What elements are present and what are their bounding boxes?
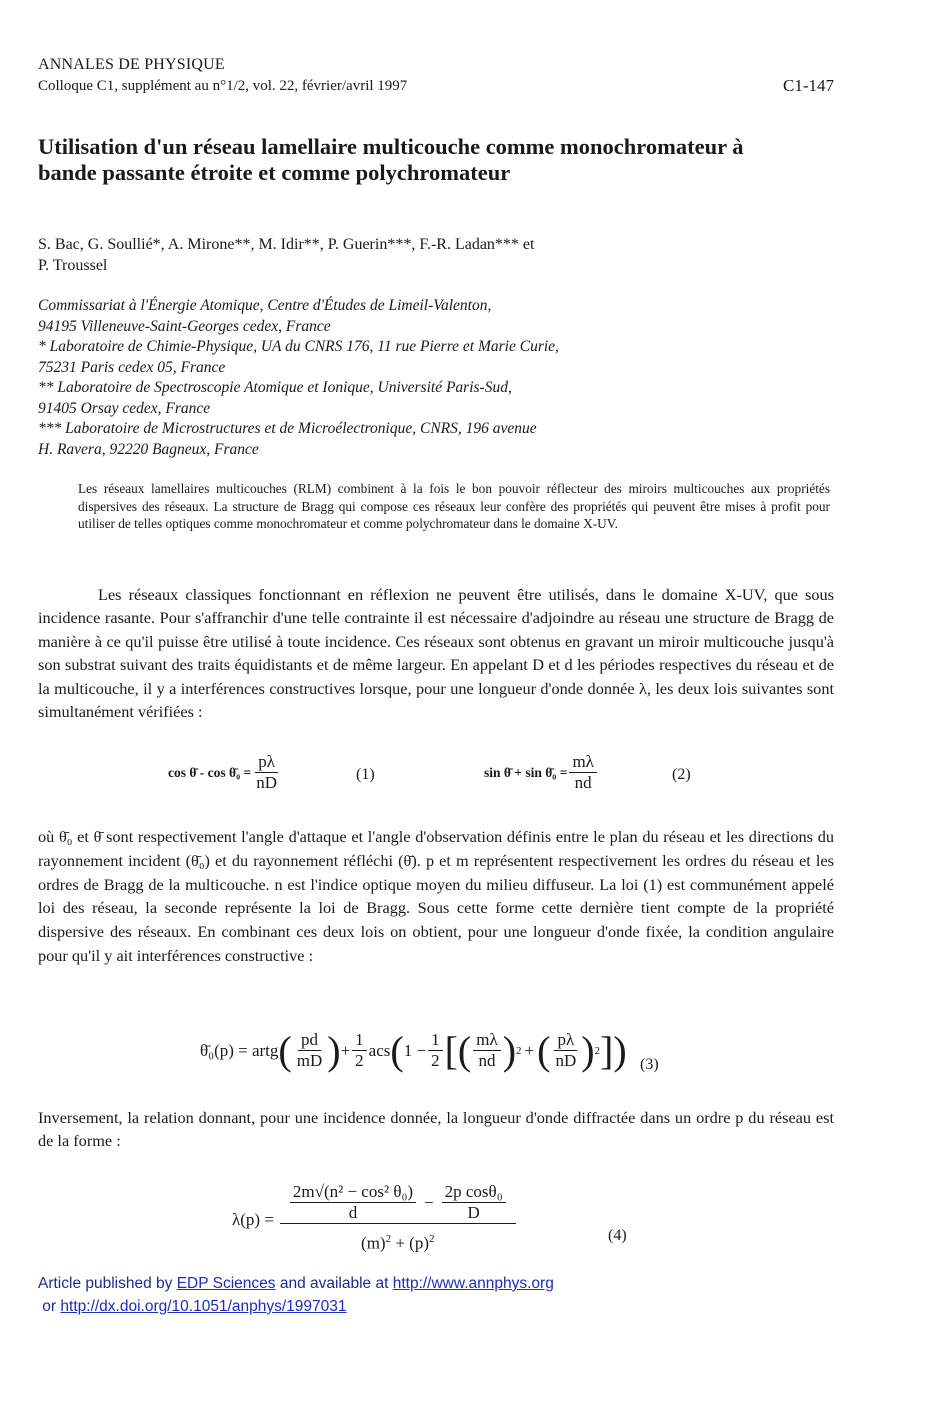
eq1-fraction [253, 752, 280, 793]
eq3-f2-denominator: nd [478, 1051, 496, 1070]
eq3-half-2 [428, 1030, 443, 1071]
equation-1 [168, 752, 282, 793]
bracket-close: ] [600, 1027, 614, 1073]
eq4-term-a-num: 2m√(n² − cos² θ₀) [290, 1182, 416, 1203]
footer-line-2 [38, 1298, 347, 1316]
exponent: 2 [516, 1044, 522, 1057]
paper-title: Utilisation d'un réseau lamellaire multicouche comme monochromateur à bande passante étroite et comme polychromateur [38, 134, 744, 185]
eq2-numerator: mλ [569, 752, 596, 773]
eq4-term-b [442, 1182, 506, 1223]
colloque-info: Colloque C1, supplément au n°1/2, vol. 22, février/avril 1997 [38, 78, 408, 94]
eq3-half [352, 1030, 367, 1071]
eq4-lhs: λ(p) = [232, 1210, 274, 1230]
eq3-f2-numerator: mλ [473, 1030, 500, 1051]
edp-sciences-link[interactable]: EDP Sciences [176, 1275, 276, 1292]
eq2-denominator: nd [574, 773, 592, 792]
eq1-denominator: nD [256, 773, 277, 792]
eq3-one-minus: 1 − [403, 1040, 427, 1060]
eq3-plus: + [340, 1040, 351, 1060]
eq3-half2-numerator: 1 [428, 1030, 443, 1051]
affiliation-line: ** Laboratoire de Spectroscopie Atomique et Ionique, Université Paris-Sud, [38, 379, 512, 396]
exponent: 2 [594, 1044, 601, 1057]
eq4-minus: − [424, 1192, 434, 1212]
paren-close: ) [327, 1027, 341, 1073]
affiliation-line: H. Ravera, 92220 Bagneux, France [38, 440, 259, 458]
author-list [38, 234, 798, 276]
affiliation-line: 94195 Villeneuve-Saint-Georges cedex, France [38, 317, 331, 335]
equation-3 [200, 1027, 627, 1073]
footer-line-1 [38, 1275, 554, 1293]
affiliation-line: 91405 Orsay cedex, France [38, 399, 211, 417]
eq3-half-denominator: 2 [355, 1051, 364, 1070]
affiliation-line: * Laboratoire de Chimie-Physique, UA du CNRS 176, 11 rue Pierre et Marie Curie, [38, 338, 559, 355]
authors-line-1: S. Bac, G. Soullié*, A. Mirone**, M. Idir**, P. Guerin***, F.-R. Ladan*** et [38, 236, 535, 253]
journal-name: ANNALES DE PHYSIQUE [38, 56, 225, 73]
eq4-denominator: $(m)^2 + (p)^2$ [361, 1233, 435, 1253]
paren-close: ) [502, 1027, 517, 1073]
page-number: C1-147 [783, 76, 834, 95]
eq4-bottom-m: m [366, 1233, 380, 1253]
eq3-fraction-2 [473, 1030, 500, 1071]
paragraph-definitions: où θ̄₀ et θ̄ sont respectivement l'angle d'attaque et l'angle d'observation définis entre le plan du réseau et les directions du rayonnement incident (θ̄₀) et du rayonnement réfléchi (θ̄). p et m représentent respectivement les ordres du réseau et les ordres de Bragg de la multicouche. n est l'indice optique moyen du milieu diffuseur. La loi (1) est communément appelé loi des réseau, la seconde représente la loi de Bragg. Sous cette forme cette dernière tient compte de la propriété dispersive des réseaux. En combinant ces deux lois on obtient, pour une longueur d'onde fixée, la condition angulaire pour qu'il y ait interférences constructive : [38, 827, 834, 965]
abstract: Les réseaux lamellaires multicouches (RLM) combinent à la fois le bon pouvoir réflecteur des miroirs multicouches aux propriétés dispersives des réseaux. La structure de Bragg qui compose ces réseaux leur confère des propriétés qui peuvent être mises à profit pour utiliser de telles optiques comme monochromateur et comme polychromateur dans le domaine X-UV. [78, 481, 830, 532]
eq2-lhs: sin θ̄ + sin θ̄₀ = [484, 764, 568, 780]
paren-close: ) [613, 1027, 627, 1073]
eq3-half-numerator: 1 [352, 1030, 367, 1051]
eq3-fraction-1 [294, 1030, 326, 1071]
eq1-numerator: pλ [255, 752, 278, 773]
eq4-term-a-den: d [348, 1203, 358, 1222]
eq3-f3-numerator: pλ [554, 1030, 577, 1051]
eq4-main-fraction [280, 1182, 516, 1259]
affiliations [38, 296, 838, 460]
doi-link[interactable]: http://dx.doi.org/10.1051/anphys/1997031 [60, 1298, 347, 1315]
paren-open: ( [537, 1027, 551, 1073]
equation-2-label: (2) [672, 766, 691, 783]
eq3-f1-numerator: pd [298, 1030, 321, 1051]
paren-open: ( [457, 1027, 472, 1073]
equation-4 [232, 1182, 518, 1259]
equation-2 [484, 752, 599, 793]
bracket-open: [ [444, 1027, 458, 1073]
eq3-acs: acs [368, 1040, 391, 1060]
eq3-f3-denominator: nD [555, 1051, 577, 1070]
paren-open: ( [390, 1027, 404, 1073]
eq4-term-b-den: D [467, 1203, 480, 1222]
eq3-half2-denominator: 2 [431, 1051, 440, 1070]
affiliation-line: *** Laboratoire de Microstructures et de Microélectronique, CNRS, 196 avenue [38, 420, 537, 437]
paragraph-intro: Les réseaux classiques fonctionnant en réflexion ne peuvent être utilisés, dans le domaine X-UV, que sous incidence rasante. Pour s'affranchir d'une telle contrainte il est nécessaire d'adjoindre au réseau une structure de Bragg de manière à ce qu'il puisse être utilisé à toute incidence. Ces réseaux sont obtenus en gravant un miroir multicouche jusqu'à son substrat suivant des traits équidistants et de même largeur. En appelant D et d les périodes respectives du réseau et de la multicouche, il y a interférences constructives lorsque, pour une longueur d'onde donnée λ, les deux lois suivantes sont simultanément vérifiées : [38, 585, 834, 722]
eq4-term-b-num: 2p cosθ₀ [442, 1182, 506, 1203]
footer-middle: and available at [275, 1275, 393, 1292]
authors-line-2: P. Troussel [38, 257, 108, 274]
annphys-link[interactable]: http://www.annphys.org [392, 1275, 554, 1292]
equation-1-label: (1) [356, 766, 375, 783]
affiliation-line: Commissariat à l'Énergie Atomique, Centre d'Études de Limeil-Valenton, [38, 297, 492, 314]
eq2-fraction [569, 752, 596, 793]
eq3-plus-2: + [524, 1040, 535, 1060]
eq1-lhs: cos θ̄ - cos θ̄₀ = [168, 764, 252, 780]
paren-close: ) [581, 1027, 595, 1073]
eq3-fraction-3 [552, 1030, 579, 1071]
eq3-f1-denominator: mD [296, 1051, 323, 1070]
eq4-term-a [290, 1182, 416, 1223]
eq3-lhs: θ̄₀(p) = artg [200, 1040, 279, 1060]
paragraph-inverse: Inversement, la relation donnant, pour une incidence donnée, la longueur d'onde diffractée dans un ordre p du réseau est de la forme : [38, 1108, 834, 1151]
footer-prefix: Article published by [38, 1275, 177, 1292]
eq4-numerator [280, 1182, 516, 1224]
equation-4-label: (4) [608, 1227, 627, 1244]
equation-3-label: (3) [640, 1056, 659, 1073]
paren-open: ( [278, 1027, 292, 1073]
eq4-bottom-p: p [414, 1233, 424, 1253]
affiliation-line: 75231 Paris cedex 05, France [38, 358, 226, 376]
footer-or: or [38, 1298, 61, 1315]
